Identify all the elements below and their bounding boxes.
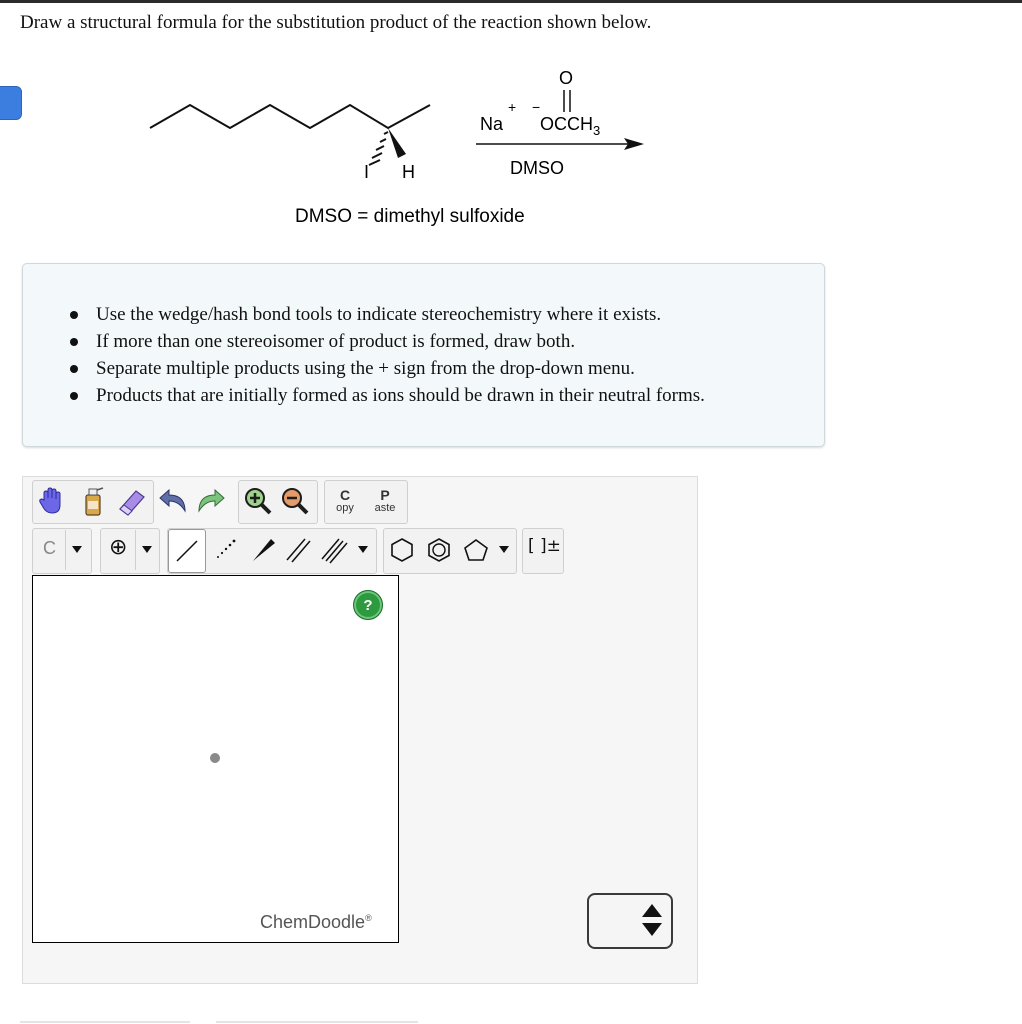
- single-bond-button[interactable]: [168, 529, 206, 573]
- cyclohexane-button[interactable]: [384, 529, 420, 571]
- copy-button[interactable]: [326, 482, 364, 520]
- question-tab-marker[interactable]: [0, 86, 22, 120]
- anion-charge: −: [532, 99, 541, 115]
- hashed-bond-icon: [369, 132, 388, 165]
- reagent-anion-label: $OCCH_3$: [540, 114, 601, 138]
- pentagon-icon: [462, 536, 490, 564]
- select-updown-icon: [641, 903, 663, 937]
- hash-bond-icon: [211, 536, 239, 564]
- benzene-button[interactable]: [421, 529, 457, 571]
- carbonyl-oxygen-label: O: [559, 68, 574, 88]
- help-button[interactable]: ?: [353, 590, 383, 620]
- paste-label-bottom: aste: [374, 502, 396, 514]
- bracket-charge-label: [ ]±: [528, 536, 561, 556]
- paste-label-top: P: [380, 487, 390, 503]
- chemdoodle-brand: [260, 912, 372, 933]
- reaction-scheme: [140, 60, 660, 235]
- wedge-bond-tool-icon: [249, 536, 277, 564]
- substrate-chain: [150, 105, 430, 128]
- undo-button[interactable]: [155, 482, 191, 520]
- benzene-icon: [425, 536, 453, 564]
- atom-dropdown-arrow-icon[interactable]: [72, 546, 82, 554]
- zoom-out-button[interactable]: [277, 482, 313, 520]
- zoom-out-icon: [280, 486, 310, 516]
- triple-bond-icon: [320, 536, 348, 564]
- question-text: Draw a structural formula for the substitution product of the reaction shown below.: [20, 12, 652, 33]
- spray-bottle-icon: [78, 485, 106, 517]
- double-bond-icon: [284, 536, 312, 564]
- canvas-cursor-dot: [210, 753, 220, 763]
- single-bond-icon: [173, 537, 201, 565]
- brand-name: ChemDoodle: [260, 912, 366, 932]
- eraser-tool-button[interactable]: [113, 482, 151, 520]
- hydrogen-label: H: [402, 162, 415, 182]
- zoom-in-button[interactable]: [240, 482, 276, 520]
- copy-label-bottom: opy: [336, 502, 354, 514]
- hand-tool-button[interactable]: [33, 482, 69, 520]
- product-select-box[interactable]: [587, 893, 673, 949]
- hash-bond-button[interactable]: [207, 529, 243, 571]
- instruction-item: Separate multiple products using the + sign from the drop-down menu.: [68, 355, 705, 382]
- charge-plus-icon: ⊕: [109, 535, 128, 560]
- redo-icon: [195, 487, 227, 515]
- instruction-item: If more than one stereoisomer of product is formed, draw both.: [68, 328, 705, 355]
- ring-dropdown-arrow-icon[interactable]: [499, 546, 509, 554]
- brand-mark: ®: [365, 913, 372, 923]
- redo-button[interactable]: [193, 482, 229, 520]
- footer-divider-left: [20, 1021, 190, 1023]
- double-bond-button[interactable]: [280, 529, 316, 571]
- bond-dropdown-arrow-icon[interactable]: [358, 546, 368, 554]
- reagent-cation-label: Na: [480, 114, 504, 134]
- triple-bond-button[interactable]: [316, 529, 352, 571]
- solvent-label: DMSO: [510, 158, 564, 178]
- atom-dropdown-divider: [65, 530, 66, 570]
- atom-selector[interactable]: [32, 528, 92, 574]
- clear-tool-button[interactable]: [73, 482, 111, 520]
- hand-icon: [36, 486, 66, 516]
- top-border: [0, 0, 1022, 3]
- leaving-group-label: I: [364, 162, 370, 182]
- instructions-list: [68, 301, 705, 409]
- cation-charge: +: [508, 99, 517, 115]
- wedge-bond-icon: [388, 128, 406, 158]
- instruction-item: Use the wedge/hash bond tools to indicate stereochemistry where it exists.: [68, 301, 705, 328]
- eraser-icon: [116, 485, 148, 517]
- copy-label-top: C: [339, 487, 351, 503]
- charge-dropdown-arrow-icon[interactable]: [142, 546, 152, 554]
- instructions-box: [22, 263, 825, 447]
- paste-button[interactable]: [366, 482, 404, 520]
- hexagon-icon: [388, 536, 416, 564]
- dmso-definition: DMSO = dimethyl sulfoxide: [295, 206, 525, 227]
- charge-dropdown-divider: [135, 530, 136, 570]
- footer-divider-right: [216, 1021, 418, 1023]
- wedge-bond-button[interactable]: [245, 529, 281, 571]
- zoom-in-icon: [243, 486, 273, 516]
- undo-icon: [157, 487, 189, 515]
- instruction-item: Products that are initially formed as ions should be drawn in their neutral forms.: [68, 382, 705, 409]
- cyclopentane-button[interactable]: [458, 529, 494, 571]
- atom-label: C: [43, 538, 56, 558]
